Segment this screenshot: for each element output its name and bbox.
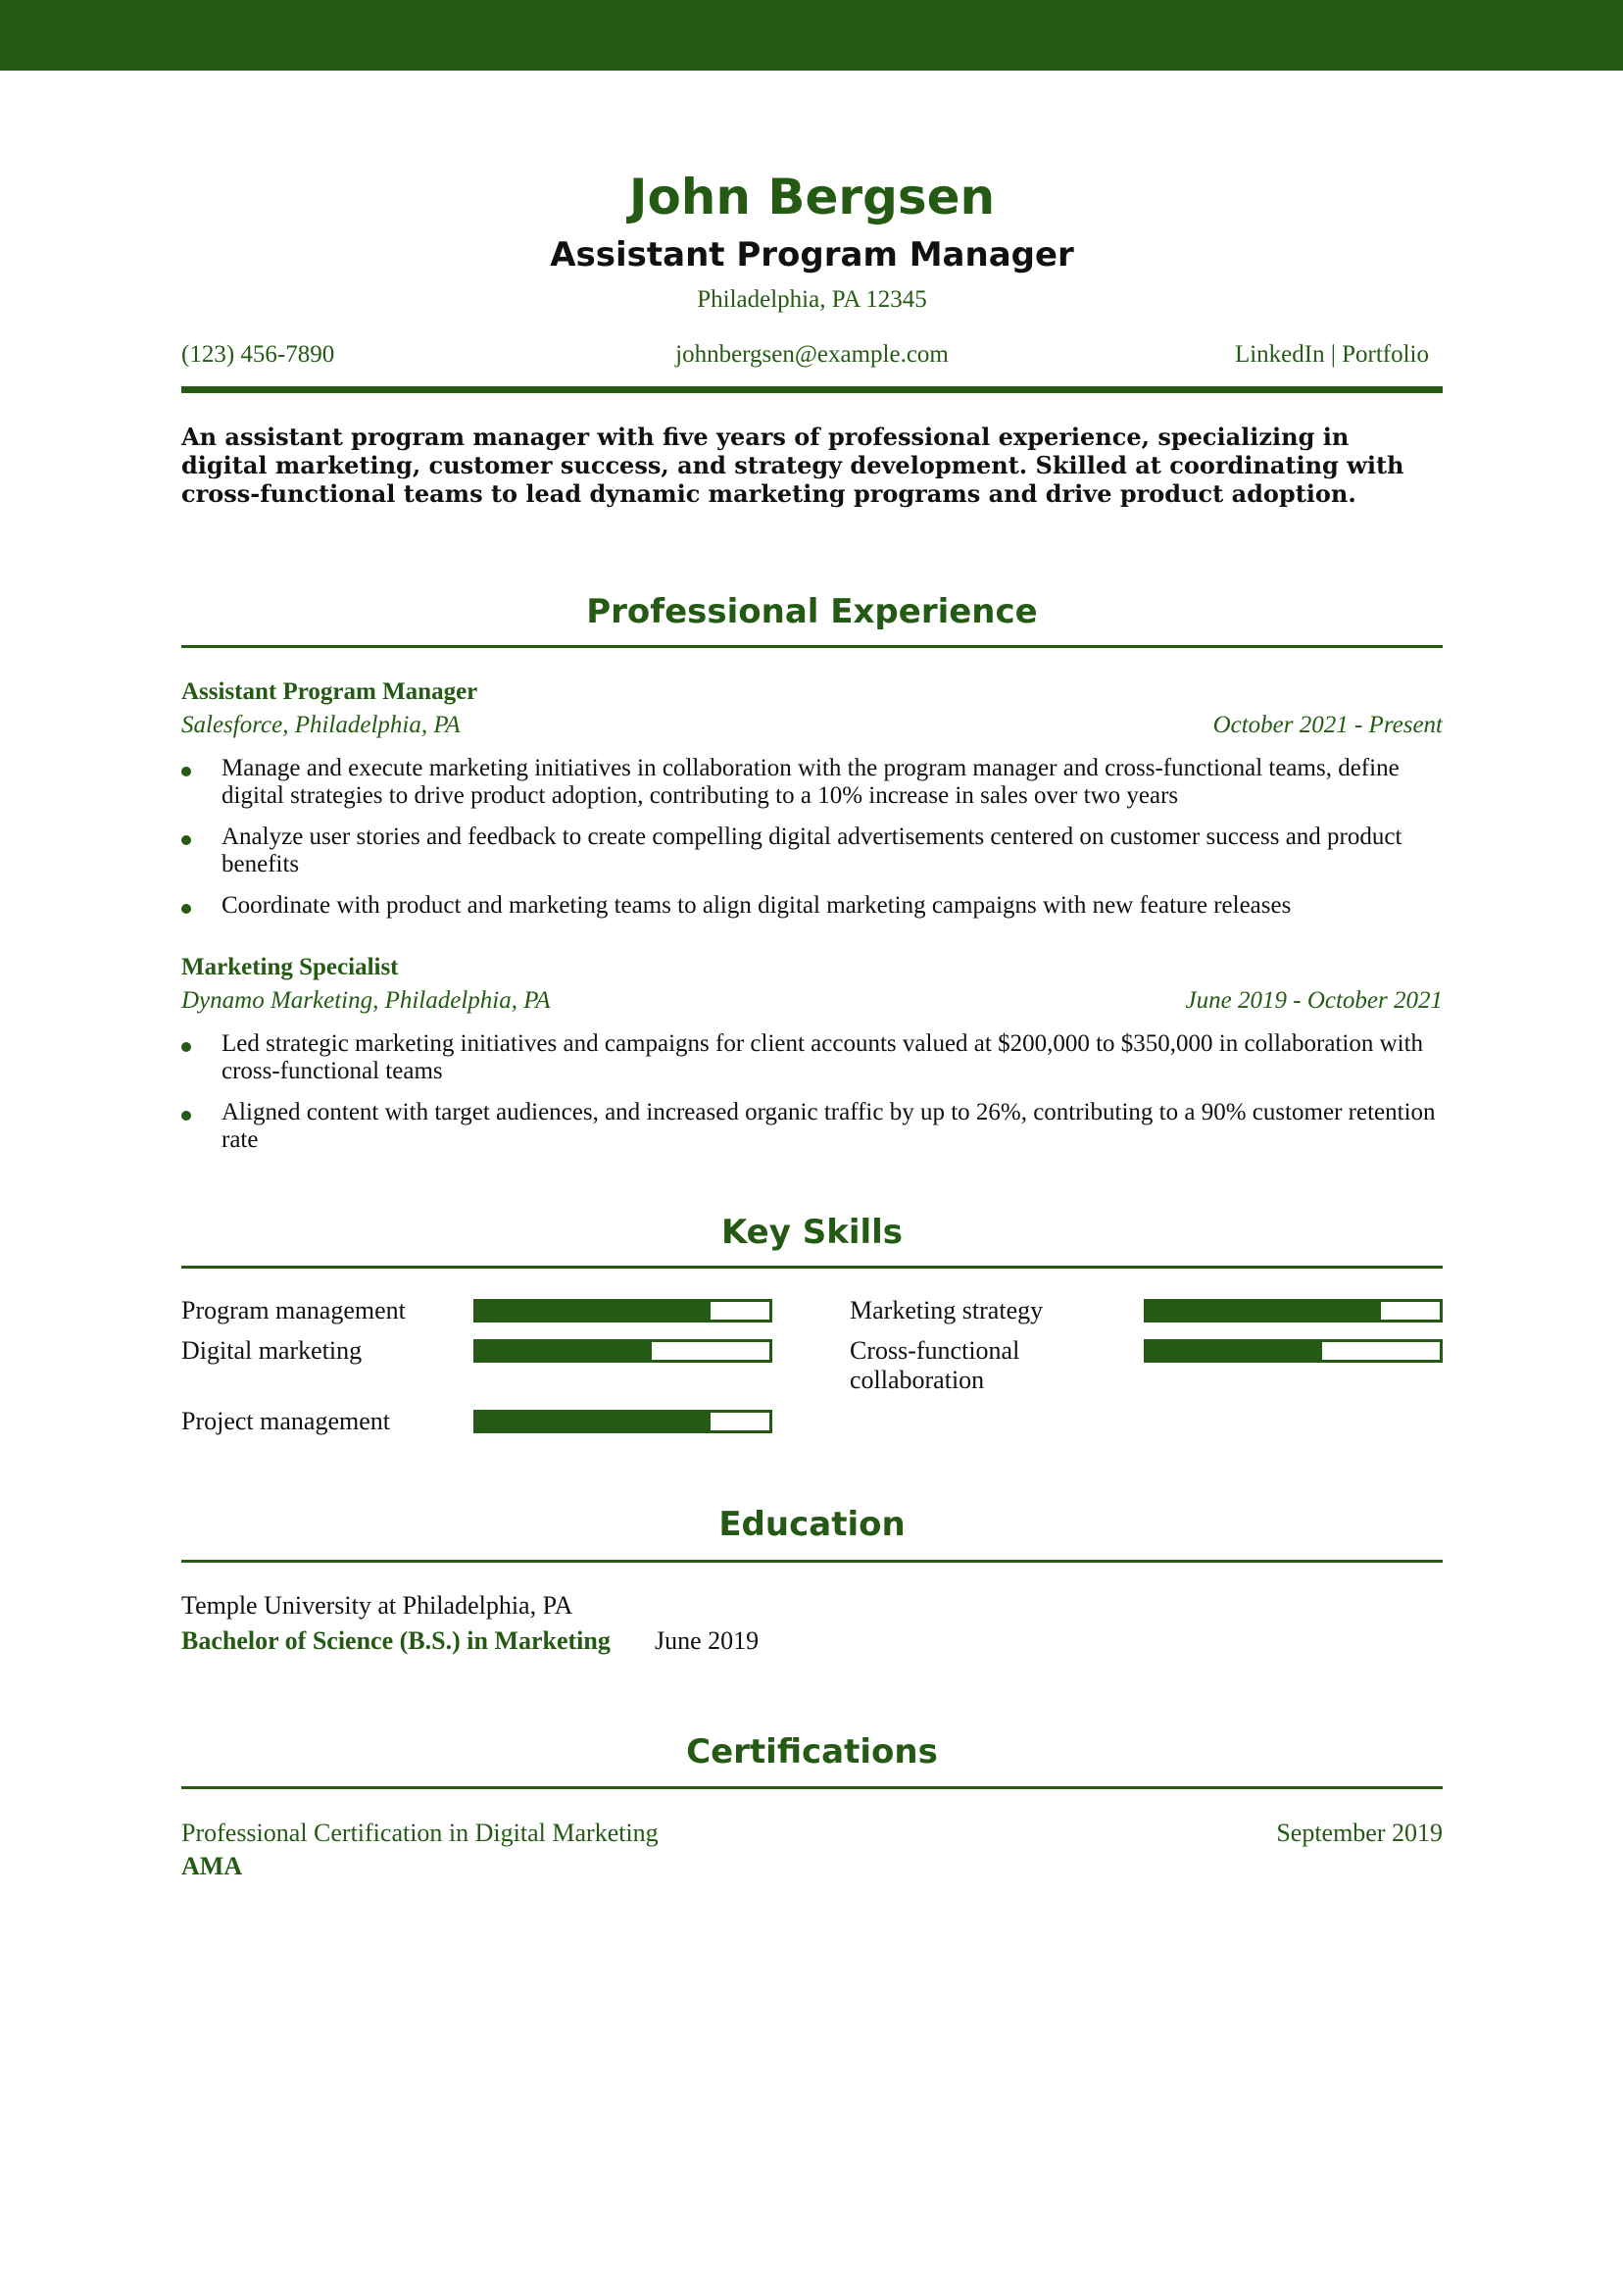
skill-bar [473, 1410, 772, 1433]
education-divider [181, 1560, 1443, 1563]
bullet-dot-icon [181, 1042, 191, 1052]
skill-label: Cross-functional collaboration [850, 1336, 1020, 1394]
bullet-dot-icon [181, 767, 191, 776]
education-degree: Bachelor of Science (B.S.) in Marketing [181, 1626, 611, 1655]
skill-bar-fill [1147, 1342, 1322, 1360]
education-heading: Education [718, 1505, 906, 1544]
experience-heading: Professional Experience [586, 592, 1038, 631]
top-accent-bar [0, 0, 1623, 71]
certifications-heading: Certifications [686, 1732, 938, 1772]
list-item [181, 755, 1443, 810]
skills-heading: Key Skills [720, 1213, 904, 1252]
job-company: Salesforce, Philadelphia, PA [181, 712, 461, 738]
profile-links[interactable]: LinkedIn | Portfolio [1234, 341, 1429, 368]
list-item [181, 1099, 1443, 1154]
experience-divider [181, 645, 1443, 648]
skill-bar [1144, 1299, 1443, 1323]
phone-number: (123) 456-7890 [181, 341, 335, 368]
bullet-text: Analyze user stories and feedback to create compelling digital advertisements centered on customer success and product benefits [221, 824, 1402, 877]
bullet-text: Coordinate with product and marketing teams to align digital marketing campaigns with new feature releases [221, 892, 1292, 919]
job-title: Assistant Program Manager [181, 678, 478, 705]
header-divider [181, 386, 1443, 393]
skill-bar [473, 1339, 772, 1363]
skill-bar-fill [476, 1413, 711, 1430]
skills-divider [181, 1266, 1443, 1269]
job-title: Marketing Specialist [181, 954, 399, 980]
bullet-dot-icon [181, 835, 191, 845]
bullet-dot-icon [181, 1111, 191, 1121]
candidate-title: Assistant Program Manager [550, 235, 1074, 275]
email-link[interactable]: johnbergsen@example.com [675, 341, 949, 368]
skill-bar-fill [476, 1342, 652, 1360]
candidate-name: John Bergsen [628, 169, 996, 225]
job-bullets [181, 755, 1443, 933]
certifications-divider [181, 1786, 1443, 1789]
bullet-text: Manage and execute marketing initiatives in collaboration with the program manager and cross-functional teams, define digital strategies to drive product adoption, contributing to a 10% increase in sales over two years [221, 755, 1400, 809]
certification-date: September 2019 [1276, 1819, 1443, 1847]
job-dates: June 2019 - October 2021 [1185, 987, 1443, 1014]
skill-bar [1144, 1339, 1443, 1363]
education-school: Temple University at Philadelphia, PA [181, 1591, 573, 1620]
bullet-text: Led strategic marketing initiatives and campaigns for client accounts valued at $200,000 to $350,000 in collaboration with cross-functional teams [221, 1030, 1424, 1084]
list-item [181, 892, 1443, 920]
list-item [181, 824, 1443, 878]
candidate-location: Philadelphia, PA 12345 [697, 286, 927, 313]
job-dates: October 2021 - Present [1212, 712, 1443, 738]
skill-label: Digital marketing [181, 1336, 363, 1365]
skill-label: Marketing strategy [850, 1296, 1044, 1324]
skill-bar [473, 1299, 772, 1323]
skill-label: Project management [181, 1407, 390, 1435]
job-bullets [181, 1030, 1443, 1168]
skill-bar-fill [1147, 1302, 1381, 1320]
bullet-dot-icon [181, 904, 191, 914]
bullet-text: Aligned content with target audiences, and increased organic traffic by up to 26%, contributing to a 90% customer retention rate [221, 1099, 1436, 1153]
skill-bar-fill [476, 1302, 711, 1320]
contact-row [181, 341, 1443, 376]
certification-name: Professional Certification in Digital Marketing [181, 1819, 659, 1847]
job-company: Dynamo Marketing, Philadelphia, PA [181, 987, 551, 1014]
certification-org: AMA [181, 1852, 243, 1880]
skill-label: Program management [181, 1296, 406, 1324]
list-item [181, 1030, 1443, 1085]
education-date: June 2019 [655, 1626, 760, 1655]
professional-summary: An assistant program manager with five years of professional experience, specializing in digital marketing, customer success, and strategy development. Skilled at coordinating with cross-functional teams to lead dynamic marketing programs and drive product adoption. [181, 423, 1404, 508]
